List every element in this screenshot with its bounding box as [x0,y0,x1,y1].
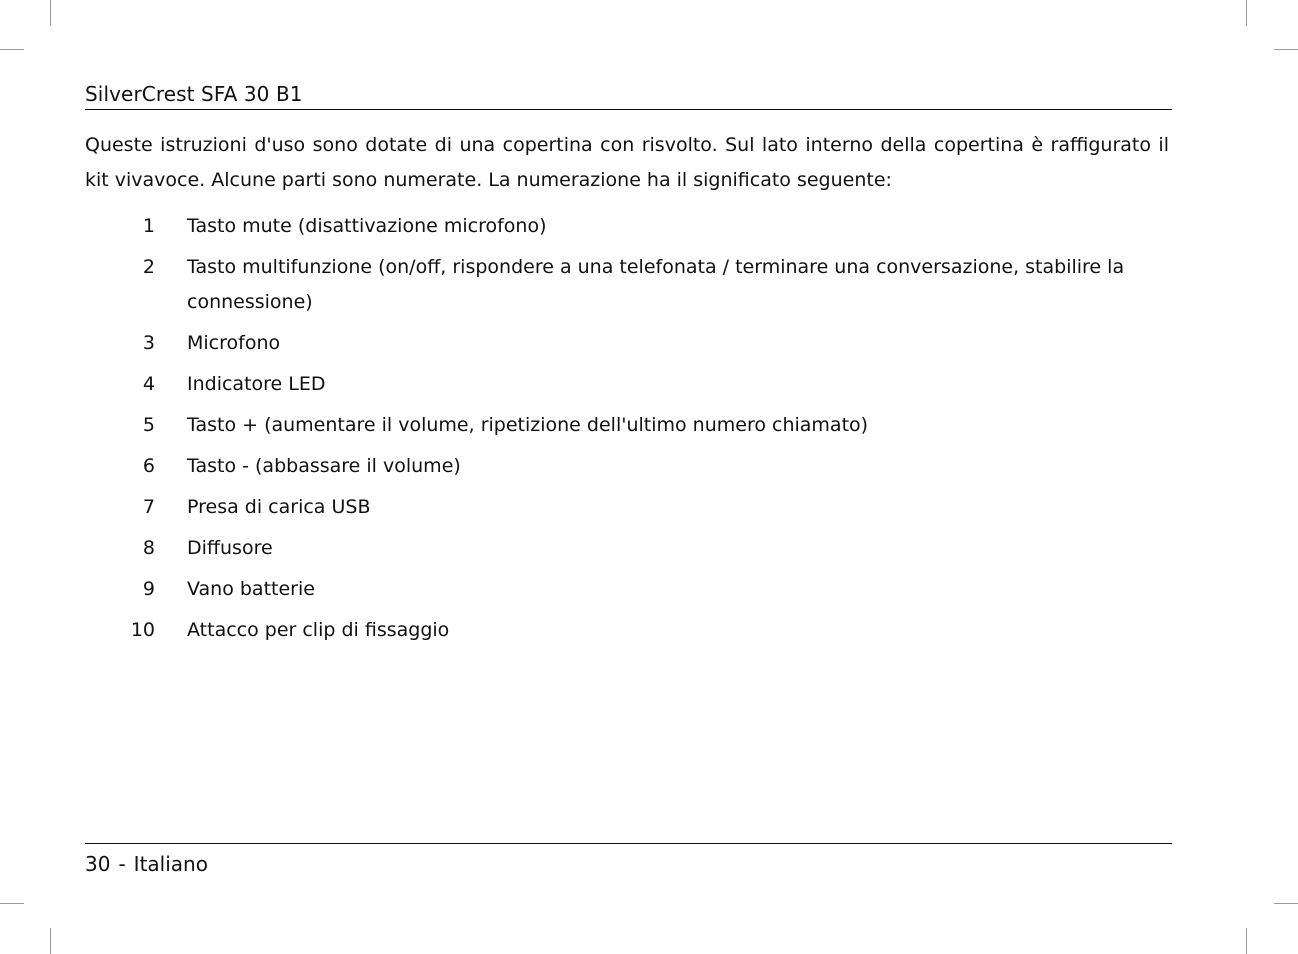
part-description: Presa di carica USB [187,496,371,518]
part-description: Tasto mute (disattivazione microfono) [187,215,547,237]
part-number: 4 [142,373,155,395]
list-item [85,250,1125,320]
part-description: Diffusore [187,537,273,559]
list-item [85,449,1125,484]
intro-paragraph: Queste istruzioni d'uso sono dotate di una copertina con risvolto. Sul lato interno della copertina è raffigurato il kit vivavoce. Alcune parti sono numerate. La numerazione ha il significato seguente: [85,134,1169,191]
list-item [85,531,1125,566]
part-description: Tasto multifunzione (on/off, rispondere a una telefonata / terminare una conversazione, stabilire la connessione) [187,256,1125,313]
crop-mark-top-left [50,0,51,26]
part-description: Tasto - (abbassare il volume) [187,455,461,477]
part-description: Tasto + (aumentare il volume, ripetizione dell'ultimo numero chiamato) [187,414,869,436]
part-number: 2 [142,256,155,278]
part-number: 3 [142,332,155,354]
parts-list [85,209,1125,654]
part-number: 7 [142,496,155,518]
document-title: SilverCrest SFA 30 B1 [85,82,303,106]
part-number: 1 [142,215,155,237]
crop-mark-top-right [1246,0,1247,26]
crop-mark-bottom-left-h [0,903,24,904]
crop-mark-bottom-left [50,928,51,954]
part-description: Microfono [187,332,281,354]
page-number: 30 [85,852,111,876]
footer-language: Italiano [133,852,208,876]
part-number: 9 [142,578,155,600]
list-item [85,613,1125,648]
crop-mark-top-left-h [0,49,24,50]
page-header [85,80,1172,110]
list-item [85,490,1125,525]
list-item [85,408,1125,443]
footer-text [85,852,208,876]
crop-mark-top-right-h [1274,49,1298,50]
list-item [85,209,1125,244]
part-description: Attacco per clip di fissaggio [187,619,450,641]
list-item [85,326,1125,361]
part-description: Vano batterie [187,578,315,600]
part-description: Indicatore LED [187,373,326,395]
crop-mark-bottom-right [1246,928,1247,954]
part-number: 8 [142,537,155,559]
list-item [85,572,1125,607]
part-number: 6 [142,455,155,477]
page-footer [85,843,1172,883]
crop-mark-bottom-right-h [1274,903,1298,904]
part-number: 10 [130,619,155,641]
list-item [85,367,1125,402]
footer-separator: - [118,852,126,876]
part-number: 5 [142,414,155,436]
